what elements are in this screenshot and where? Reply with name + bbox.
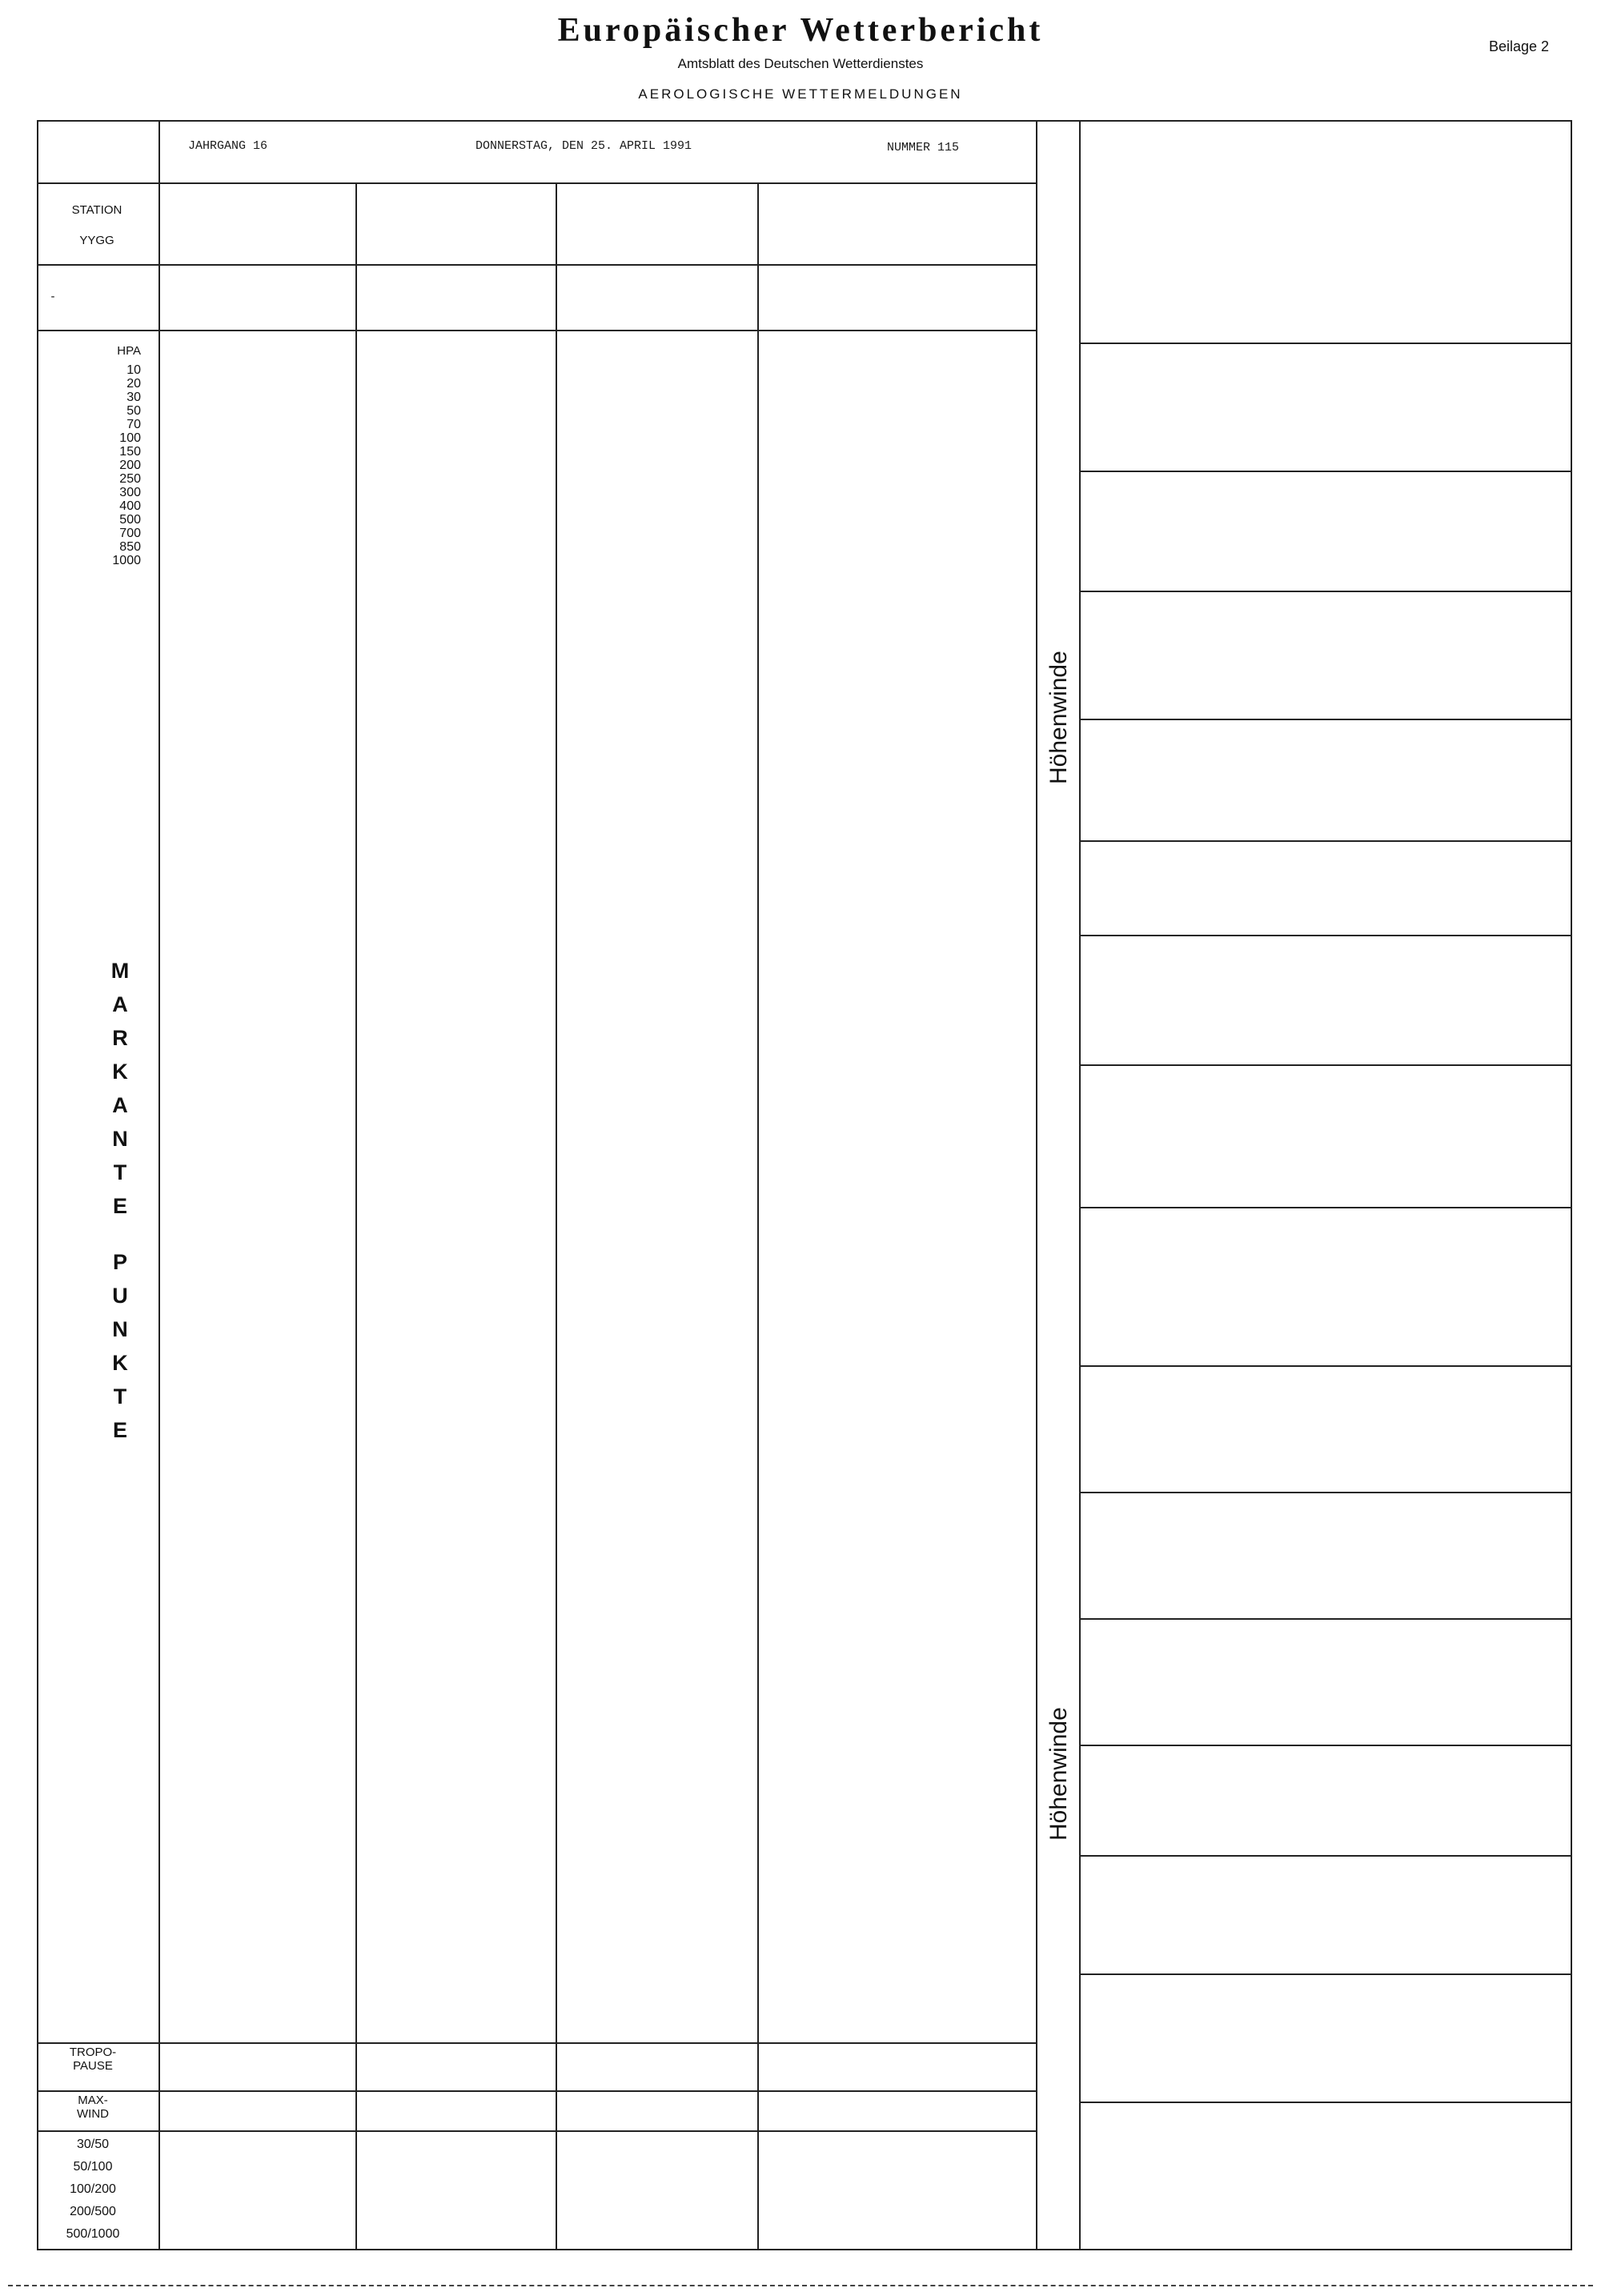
divider [1079, 1855, 1572, 1857]
main-table [37, 120, 1037, 2250]
hpa-level: 100 [119, 431, 141, 445]
hpa-level: 300 [119, 486, 141, 499]
beilage-label: Beilage 2 [1489, 38, 1550, 54]
maxwind-level: 200/500 [70, 2205, 116, 2218]
maxwind-levels [45, 2134, 141, 2246]
divider [556, 182, 557, 2250]
page-subtitle: Amtsblatt des Deutschen Wetterdienstes [677, 56, 924, 71]
yygg-label: YYGG [79, 234, 114, 247]
maxwind-level: 30/50 [76, 2138, 110, 2151]
divider [1079, 1745, 1572, 1746]
markante-letter: A [112, 1093, 128, 1117]
hpa-level: 10 [126, 363, 141, 377]
hoehenwinde-panel [1037, 120, 1572, 2250]
hpa-level: 30 [126, 391, 141, 404]
section-title: AEROLOGISCHE WETTERMELDUNGEN [638, 86, 963, 102]
page-edge [8, 2285, 1593, 2286]
divider [1079, 1365, 1572, 1367]
issue-number: NUMMER 115 [887, 141, 960, 154]
hpa-level: 20 [126, 377, 141, 391]
divider [37, 264, 1037, 266]
markante-letter: P [112, 1250, 127, 1274]
markante-letter: N [112, 1127, 128, 1151]
markante-punkte-label [104, 954, 136, 1447]
divider [1079, 591, 1572, 592]
station-label: STATION [71, 203, 122, 217]
hpa-label: HPA [117, 344, 141, 358]
hpa-level: 700 [119, 527, 141, 540]
divider [1079, 1973, 1572, 1975]
divider [1079, 471, 1572, 472]
markante-letter: U [112, 1284, 128, 1308]
divider [1079, 719, 1572, 720]
hpa-level: 50 [126, 404, 141, 418]
markante-letter: E [112, 1194, 127, 1218]
issue-date: DONNERSTAG, DEN 25. APRIL 1991 [475, 139, 692, 153]
maxwind-level: 500/1000 [66, 2227, 120, 2241]
markante-letter: K [112, 1060, 128, 1084]
divider [37, 2090, 1037, 2092]
divider [37, 2042, 1037, 2044]
hpa-level: 850 [119, 540, 141, 554]
markante-letter: T [113, 1160, 127, 1184]
markante-letter: K [112, 1351, 128, 1375]
divider [1079, 1207, 1572, 1208]
markante-letter: M [110, 959, 130, 983]
markante-letter: R [112, 1026, 128, 1050]
divider [37, 330, 1037, 331]
divider [1079, 2249, 1572, 2250]
divider [757, 182, 759, 2250]
divider [1079, 840, 1572, 842]
divider [1079, 343, 1572, 344]
markante-letter: A [112, 992, 128, 1016]
hpa-level: 250 [119, 472, 141, 486]
hpa-level: 500 [119, 513, 141, 527]
jahrgang: JAHRGANG 16 [188, 139, 268, 153]
divider [1079, 120, 1081, 2250]
hpa-level: 70 [126, 418, 141, 431]
tropopause-label: TROPO- PAUSE [69, 2046, 117, 2073]
markante-letter: T [113, 1384, 127, 1408]
markante-letter [104, 1223, 136, 1245]
maxwind-label: MAX- WIND [77, 2094, 109, 2121]
divider [355, 182, 357, 2250]
hoehenwinde-label-06: Höhenwinde [1045, 1707, 1072, 1841]
markante-letter: E [112, 1418, 127, 1442]
hpa-level: 200 [119, 459, 141, 472]
divider [1079, 1492, 1572, 1493]
hoehenwinde-label-18: Höhenwinde [1045, 651, 1072, 784]
maxwind-level: 50/100 [73, 2160, 113, 2174]
divider [1079, 1064, 1572, 1066]
hpa-level: 150 [119, 445, 141, 459]
divider [1079, 1618, 1572, 1620]
divider [37, 182, 1037, 184]
markante-letter: N [112, 1317, 128, 1341]
divider [37, 2130, 1037, 2132]
dash: - [50, 290, 55, 303]
hpa-level: 400 [119, 499, 141, 513]
maxwind-level: 100/200 [70, 2182, 116, 2196]
divider [158, 120, 160, 2250]
divider [1079, 935, 1572, 936]
hpa-level: 1000 [112, 554, 141, 567]
hpa-levels [45, 363, 141, 567]
page-title: Europäischer Wetterbericht [557, 12, 1044, 49]
divider [1079, 2102, 1572, 2103]
